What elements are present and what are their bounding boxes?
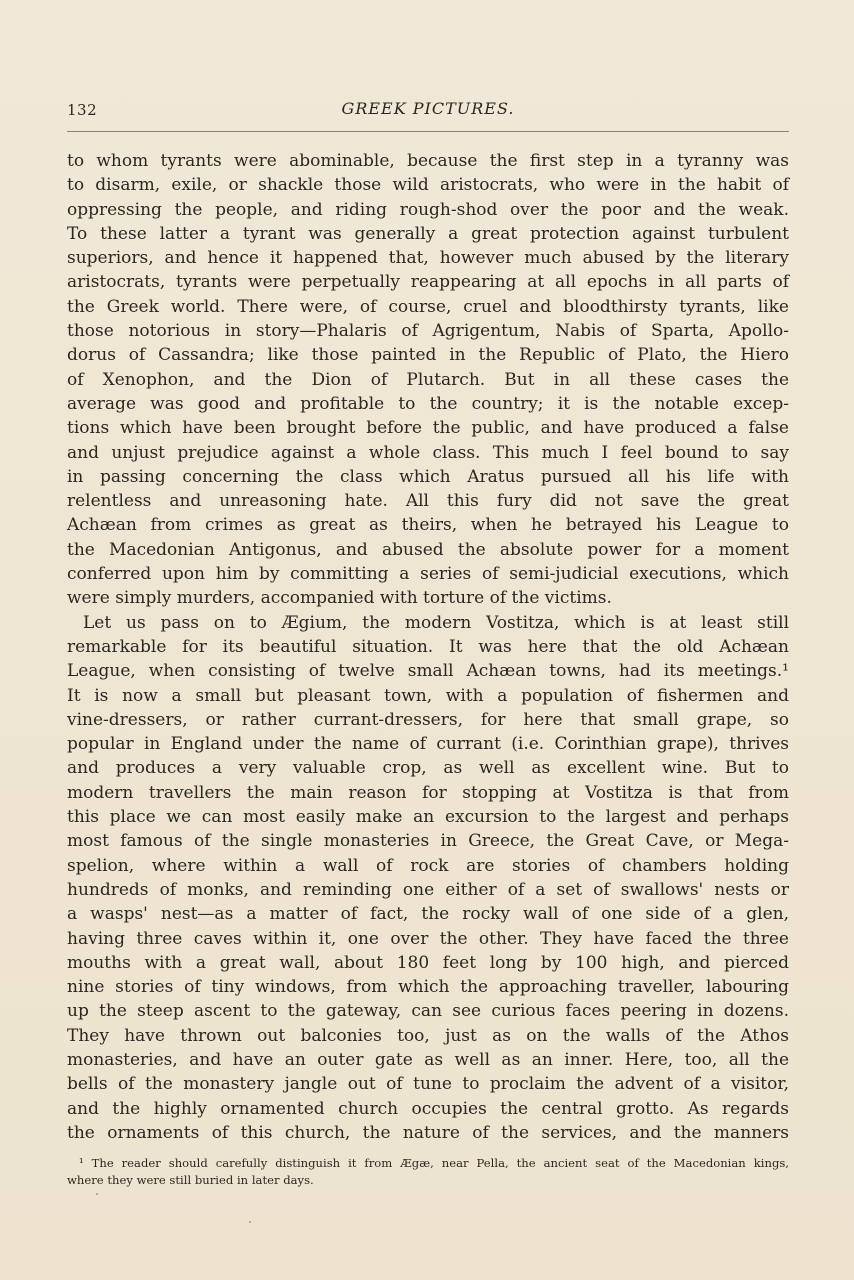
text-line: and produces a very valuable crop, as well as excellent wine. But to (67, 758, 789, 779)
text-line: spelion, where within a wall of rock are stories of chambers holding (67, 855, 789, 876)
footnote-line: where they were still buried in later days. (67, 1173, 314, 1187)
text-line: nine stories of tiny windows, from which the approaching traveller, labouring (67, 977, 789, 998)
text-line: this place we can most easily make an excursion to the largest and perhaps (67, 807, 789, 828)
running-head (67, 99, 789, 123)
text-line: tions which have been brought before the public, and have produced a false (67, 418, 789, 439)
paper-speck (96, 1193, 98, 1195)
text-line: to disarm, exile, or shackle those wild aristocrats, who were in the habit of (67, 175, 789, 196)
text-line: remarkable for its beautiful situation. It was here that the old Achæan (67, 636, 789, 657)
text-line: dorus of Cassandra; like those painted in the Republic of Plato, the Hiero (67, 345, 789, 366)
text-line: and the highly ornamented church occupies the central grotto. As regards (67, 1098, 789, 1119)
text-line: up the steep ascent to the gateway, can see curious faces peering in dozens. (67, 1001, 789, 1022)
text-line: Achæan from crimes as great as theirs, when he betrayed his League to (67, 515, 789, 536)
page-number: 132 (67, 101, 98, 119)
text-line: monasteries, and have an outer gate as well as an inner. Here, too, all the (67, 1049, 789, 1070)
text-line: to whom tyrants were abominable, because the first step in a tyranny was (67, 151, 789, 171)
text-line: hundreds of monks, and reminding one either of a set of swallows' nests or (67, 879, 789, 900)
text-line: and unjust prejudice against a whole class. This much I feel bound to say (67, 442, 789, 463)
text-line: relentless and unreasoning hate. All this fury did not save the great (67, 491, 789, 512)
text-line: the Macedonian Antigonus, and abused the absolute power for a moment (67, 539, 789, 560)
text-line: vine-dressers, or rather currant-dressers, for here that small grape, so (67, 709, 789, 730)
text-line: those notorious in story—Phalaris of Agrigentum, Nabis of Sparta, Apollo- (67, 321, 789, 342)
text-line: having three caves within it, one over the other. They have faced the three (67, 928, 789, 949)
footnote (67, 1155, 789, 1189)
text-line: conferred upon him by committing a series of semi-judicial executions, which (67, 564, 789, 585)
text-line: the Greek world. There were, of course, cruel and bloodthirsty tyrants, like (67, 296, 789, 317)
running-title: GREEK PICTURES. (341, 99, 515, 118)
text-line: They have thrown out balconies too, just as on the walls of the Athos (67, 1025, 789, 1046)
paper-speck (249, 1221, 251, 1223)
text-line: To these latter a tyrant was generally a great protection against turbulent (67, 223, 789, 244)
text-line: in passing concerning the class which Aratus pursued all his life with (67, 466, 789, 487)
text-line: oppressing the people, and riding rough-shod over the poor and the weak. (67, 199, 789, 220)
text-line: average was good and profitable to the country; it is the notable excep- (67, 393, 789, 414)
text-line: Let us pass on to Ægium, the modern Vostitza, which is at least still (83, 612, 789, 633)
text-line: modern travellers the main reason for stopping at Vostitza is that from (67, 782, 789, 803)
text-line: most famous of the single monasteries in Greece, the Great Cave, or Mega- (67, 831, 789, 852)
footnote-line: ¹ The reader should carefully distinguish it from Ægæ, near Pella, the ancient seat of the Macedonian kings, (79, 1156, 789, 1170)
text-line: aristocrats, tyrants were perpetually reappearing at all epochs in all parts of (67, 272, 789, 293)
text-line: mouths with a great wall, about 180 feet long by 100 high, and pierced (67, 952, 789, 973)
text-line: superiors, and hence it happened that, however much abused by the literary (67, 248, 789, 269)
text-line: It is now a small but pleasant town, with a population of fishermen and (67, 685, 789, 706)
header-rule (67, 131, 789, 132)
text-line: League, when consisting of twelve small Achæan towns, had its meetings.¹ (67, 661, 789, 682)
text-line: popular in England under the name of currant (i.e. Corinthian grape), thrives (67, 734, 789, 755)
text-line: of Xenophon, and the Dion of Plutarch. But in all these cases the (67, 369, 789, 390)
text-line: a wasps' nest—as a matter of fact, the rocky wall of one side of a glen, (67, 904, 789, 925)
body-text (67, 149, 789, 1145)
text-line: the ornaments of this church, the nature of the services, and the manners (67, 1122, 789, 1143)
text-line: were simply murders, accompanied with torture of the victims. (67, 588, 612, 609)
text-line: bells of the monastery jangle out of tune to proclaim the advent of a visitor, (67, 1074, 789, 1095)
